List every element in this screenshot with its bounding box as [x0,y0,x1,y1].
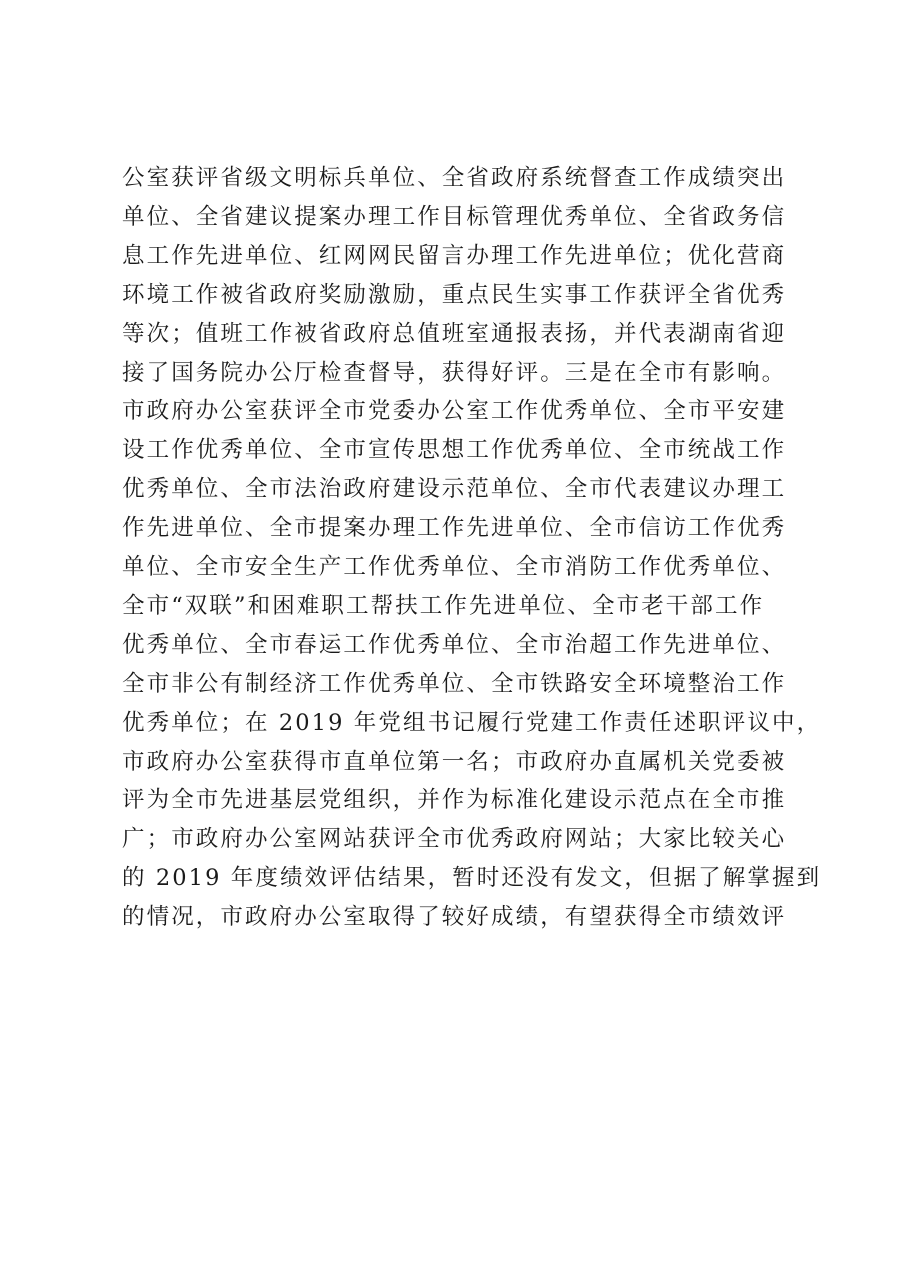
text-line: 全市“双联”和困难职工帮扶工作先进单位、全市老干部工作 [122,592,765,619]
text-line: 的情况，市政府办公室取得了较好成绩，有望获得全市绩效评 [122,904,787,931]
text-line: 优秀单位、全市春运工作优秀单位、全市治超工作先进单位、 [122,631,787,658]
text-line: 设工作优秀单位、全市宣传思想工作优秀单位、全市统战工作 [122,437,787,464]
text-line: 优秀单位；在 2019 年党组书记履行党建工作责任述职评议中， [122,709,822,736]
text-line: 市政府办公室获得市直单位第一名；市政府办直属机关党委被 [122,748,787,775]
text-line: 单位、全市安全生产工作优秀单位、全市消防工作优秀单位、 [122,554,787,580]
text-line: 全市非公有制经济工作优秀单位、全市铁路安全环境整治工作 [122,670,787,697]
text-line: 评为全市先进基层党组织，并作为标准化建设示范点在全市推 [122,787,787,814]
text-line: 接了国务院办公厅检查督导，获得好评。三是在全市有影响。 [122,359,787,386]
text-line: 单位、全省建议提案办理工作目标管理优秀单位、全省政务信 [122,203,787,230]
text-line: 公室获评省级文明标兵单位、全省政府系统督查工作成绩突出 [122,165,787,191]
text-line: 优秀单位、全市法治政府建设示范单位、全市代表建议办理工 [122,476,787,503]
text-line: 的 2019 年度绩效评估结果，暂时还没有发文，但据了解掌握到 [122,865,822,892]
text-line: 等次；值班工作被省政府总值班室通报表扬，并代表湖南省迎 [122,320,787,347]
text-line: 作先进单位、全市提案办理工作先进单位、全市信访工作优秀 [122,515,787,542]
text-line: 环境工作被省政府奖励激励，重点民生实事工作获评全省优秀 [122,281,787,308]
text-line: 广；市政府办公室网站获评全市优秀政府网站；大家比较关心 [122,826,787,853]
text-line: 息工作先进单位、红网网民留言办理工作先进单位；优化营商 [122,242,787,269]
text-line: 市政府办公室获评全市党委办公室工作优秀单位、全市平安建 [122,398,787,425]
